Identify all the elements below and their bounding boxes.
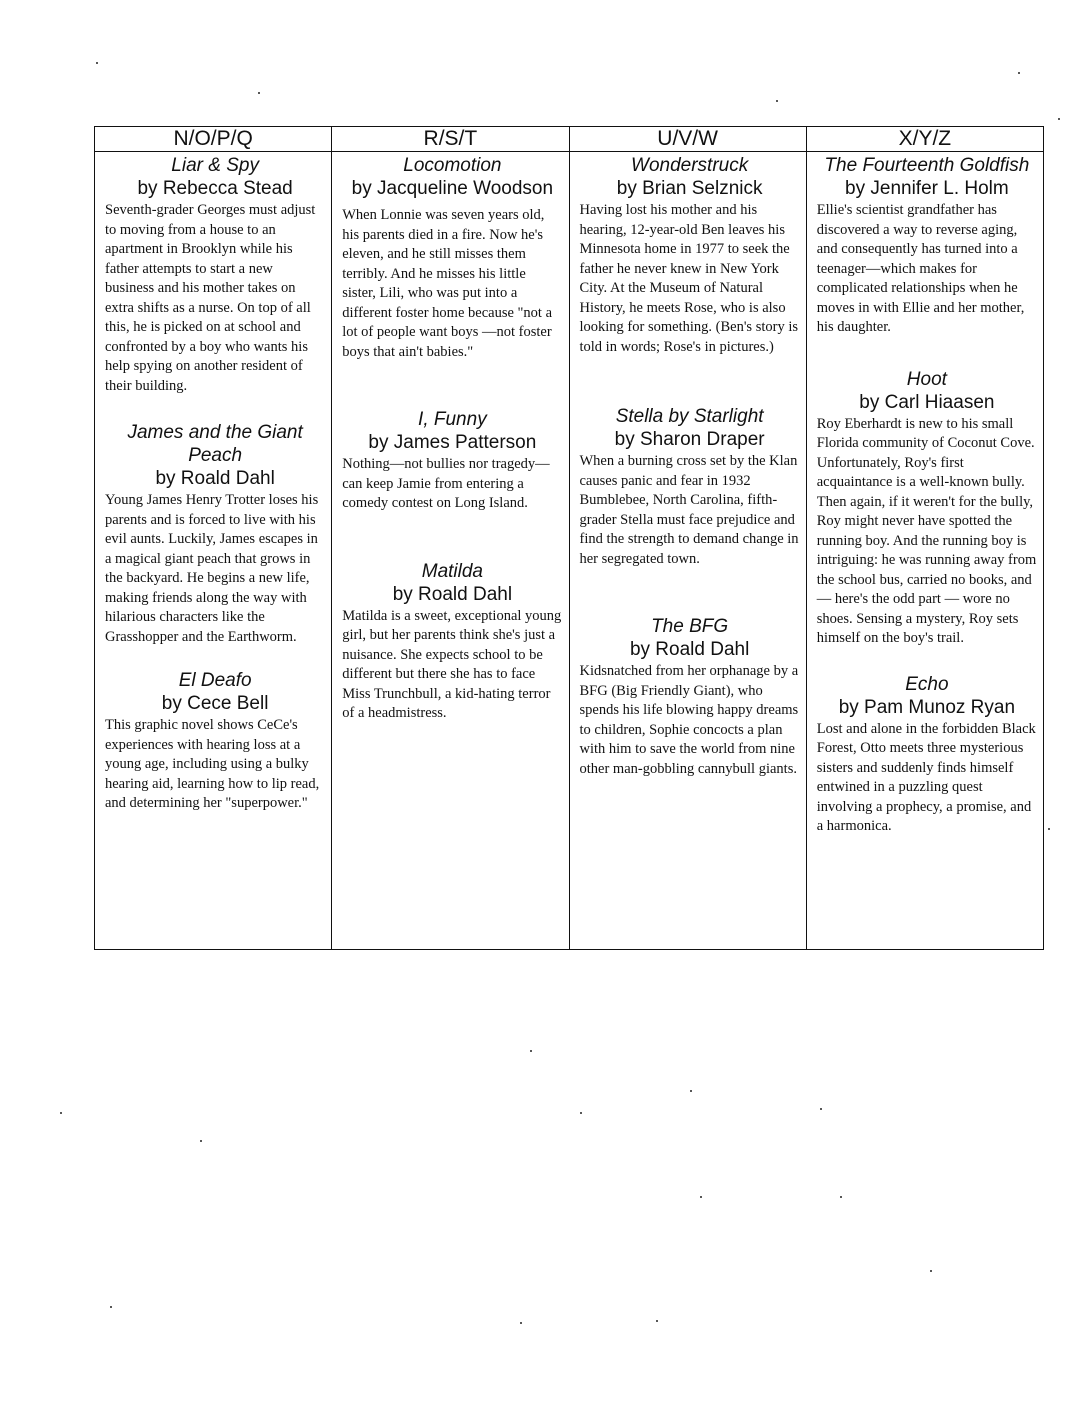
book-title: Locomotion <box>403 155 502 176</box>
scan-speck <box>1048 828 1050 830</box>
column-cell <box>95 152 332 950</box>
book-description: Kidsnatched from her orphanage by a BFG (Big Friendly Giant), who spends his life blowing happy dreams to children, Sophie concocts a plan with him to save the world from nine other man-gobbling cannybull giants. <box>579 663 799 777</box>
scan-speck <box>690 1090 692 1092</box>
book-author: by James Patterson <box>368 432 537 453</box>
book-author: by Carl Hiaasen <box>859 391 995 413</box>
book-title: The BFG <box>651 616 729 637</box>
book-entry <box>105 669 325 814</box>
column-header: U/V/W <box>569 127 806 152</box>
book-description: Young James Henry Trotter loses his parents and is forced to live with his evil aunts. Luckily, James escapes in a magical giant peach that grows in the backyard. He begins a new life, making friends along the way with hilarious characters like the Grasshopper and the Earthworm. <box>105 492 319 645</box>
column-cell <box>569 152 806 950</box>
scan-speck <box>700 1196 702 1198</box>
scan-speck <box>580 1112 582 1114</box>
book-author: by Brian Selznick <box>616 178 763 199</box>
book-title: Liar & Spy <box>171 155 259 176</box>
book-entry <box>580 405 800 569</box>
book-author: by Roald Dahl <box>392 583 513 605</box>
book-entry <box>105 154 325 396</box>
column-header: X/Y/Z <box>806 127 1043 152</box>
book-title: James and the Giant Peach <box>127 422 303 466</box>
column-header: N/O/P/Q <box>95 127 332 152</box>
scan-speck <box>776 100 778 102</box>
book-description: Seventh-grader Georges must adjust to moving from a house to an apartment in Brooklyn while his father attempts to start a new business and his mother takes on extra shifts as a nurse. On top of all this, he is picked on at school and confronted by a boy who wants his help spying on another resident of their building. <box>105 202 316 394</box>
book-author: by Jennifer L. Holm <box>845 178 1009 199</box>
book-author: by Rebecca Stead <box>137 178 293 199</box>
book-title: El Deafo <box>178 670 252 691</box>
book-entry <box>342 408 562 514</box>
book-title: Echo <box>905 673 949 695</box>
book-author: by Cece Bell <box>161 693 269 714</box>
book-list-table <box>94 126 1044 950</box>
book-entry <box>342 560 562 724</box>
book-title: I, Funny <box>418 409 487 430</box>
book-description: Nothing—not bullies nor tragedy—can keep Jamie from entering a comedy contest on Long Island. <box>342 456 550 511</box>
book-description: This graphic novel shows CeCe's experiences with hearing loss at a young age, including using a bulky hearing aid, learning how to lip read, and determining her "superpower." <box>105 717 320 811</box>
book-entry <box>817 673 1037 837</box>
scan-speck <box>1018 72 1020 74</box>
scan-speck <box>840 1196 842 1198</box>
book-entry <box>817 154 1037 338</box>
scan-speck <box>200 1140 202 1142</box>
book-title: Hoot <box>906 368 947 390</box>
scan-speck <box>520 1322 522 1324</box>
book-description: When Lonnie was seven years old, his parents died in a fire. Now he's eleven, and he still misses them terribly. And he misses his little sister, Lili, who was put into a different foster home because "not a lot of people want boys —not foster boys that ain't babies." <box>342 207 553 360</box>
book-author: by Roald Dahl <box>155 468 275 489</box>
book-title: Matilda <box>421 560 483 582</box>
book-entry <box>817 368 1037 649</box>
book-author: by Pam Munoz Ryan <box>838 696 1016 718</box>
scan-speck <box>930 1270 932 1272</box>
book-author: by Roald Dahl <box>629 639 750 660</box>
scan-speck <box>110 1306 112 1308</box>
book-title: Stella by Starlight <box>615 406 764 427</box>
scan-speck <box>656 1320 658 1322</box>
book-author: by Jacqueline Woodson <box>351 178 554 199</box>
book-title: The Fourteenth Goldfish <box>824 155 1030 176</box>
book-entry <box>580 615 800 779</box>
book-entry <box>580 154 800 357</box>
column-header: R/S/T <box>332 127 569 152</box>
scan-speck <box>96 62 98 64</box>
book-entry <box>105 421 325 647</box>
book-description: Matilda is a sweet, exceptional young girl, but her parents think she's just a nuisance. She expects school to be different but there she has to face Miss Trunchbull, a kid-hating terror of a headmistress. <box>342 607 562 721</box>
book-description: Having lost his mother and his hearing, 12-year-old Ben leaves his Minnesota home in 1977 to seek the father he never knew in New York City. At the Museum of Natural History, he meets Rose, who is also looking for something. (Ben's story is told in words; Rose's in pictures.) <box>579 202 798 355</box>
book-entry <box>342 154 562 362</box>
column-cell <box>806 152 1043 950</box>
book-author: by Sharon Draper <box>614 429 765 450</box>
book-description: Roy Eberhardt is new to his small Florida community of Coconut Cove. Unfortunately, Roy's first acquaintance is a well-known bully. Then again, if it weren't for the bully, Roy might never have spotted the running boy. And the running boy is intriguing: he was running away from the school bus, carried no books, and — here's the odd part — wore no shoes. Sensing a mystery, Roy sets himself on the boy's trail. <box>816 415 1037 646</box>
book-title: Wonderstruck <box>631 155 749 176</box>
scan-speck <box>60 1112 62 1114</box>
scan-speck <box>1058 118 1060 120</box>
scan-speck <box>258 92 260 94</box>
column-cell <box>332 152 569 950</box>
book-description: When a burning cross set by the Klan causes panic and fear in 1932 Bumblebee, North Carolina, fifth-grader Stella must face prejudice and find the strength to demand change in her segregated town. <box>579 453 799 567</box>
book-description: Lost and alone in the forbidden Black Forest, Otto meets three mysterious sisters and suddenly finds himself entwined in a puzzling quest involving a prophecy, a promise, and a harmonica. <box>816 720 1036 834</box>
book-description: Ellie's scientist grandfather has discovered a way to reverse aging, and consequently has turned into a teenager—which makes for complicated relationships when he moves in with Ellie and her mother, his daughter. <box>816 202 1025 335</box>
scan-speck <box>530 1050 532 1052</box>
scan-speck <box>820 1108 822 1110</box>
